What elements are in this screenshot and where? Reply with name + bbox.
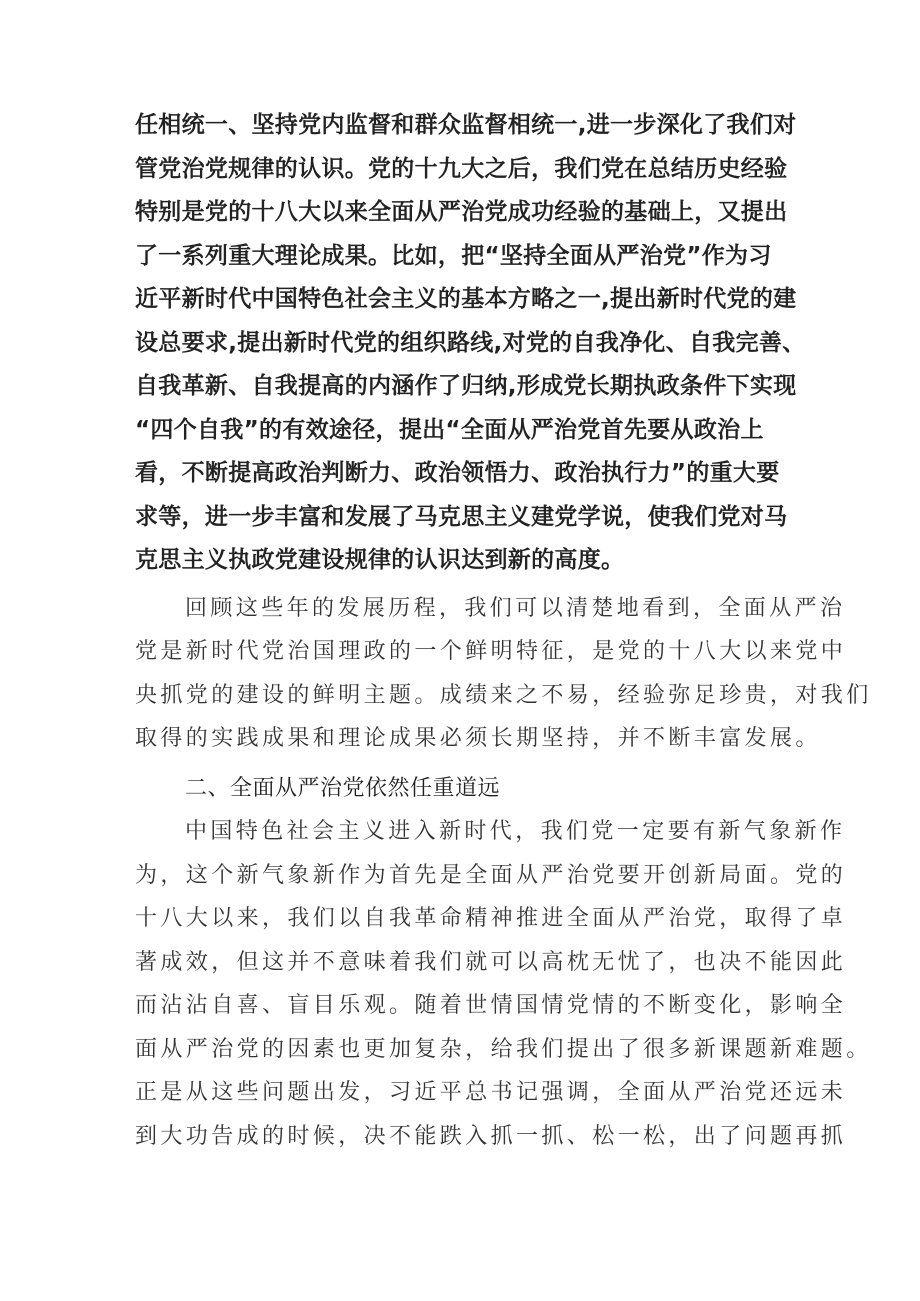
- paragraph-continued: [135, 104, 806, 583]
- section-heading: [135, 767, 790, 811]
- text-line: 著成效，但这并不意味着我们就可以高枕无忧了，也决不能因此: [135, 949, 847, 975]
- text-line: 央抓党的建设的鲜明主题。成绩来之不易，经验弥足珍贵，对我们: [135, 682, 872, 708]
- text-line: 近平新时代中国特色社会主义的基本方略之一,提出新时代党的建: [135, 286, 797, 312]
- text-line: 到大功告成的时候，决不能跌入抓一抓、松一松，出了问题再抓: [135, 1123, 847, 1149]
- text-line: 正是从这些问题出发，习近平总书记强调，全面从严治党还远未: [135, 1080, 847, 1105]
- text-line: 了一系列重大理论成果。比如，把“坚持全面从严治党”作为习: [135, 242, 772, 269]
- text-line: 管党治党规律的认识。党的十九大之后，我们党在总结历史经验: [135, 155, 788, 182]
- text-line: 任相统一、坚持党内监督和群众监督相统一,进一步深化了我们对: [135, 112, 797, 138]
- text-line: 求等，进一步丰富和发展了马克思主义建党学说，使我们党对马: [135, 503, 788, 530]
- section-heading-text: 二、全面从严治党依然任重道远: [185, 775, 501, 801]
- text-line: 设总要求,提出新时代党的组织路线,对党的自我净化、自我完善、: [135, 329, 806, 356]
- text-line: 克思主义执政党建设规律的认识达到新的高度。: [135, 547, 625, 573]
- text-line: 取得的实践成果和理论成果必须长期坚持，并不断丰富发展。: [135, 726, 821, 751]
- text-line: “四个自我”的有效途径，提出“全面从严治党首先要从政治上: [135, 416, 764, 443]
- text-line: 特别是党的十八大以来全面从严治党成功经验的基础上，又提出: [135, 199, 788, 225]
- text-line: 党是新时代党治国理政的一个鲜明特征，是党的十八大以来党中: [135, 639, 847, 664]
- paragraph-review: [135, 587, 872, 761]
- text-line: 十八大以来，我们以自我革命精神推进全面从严治党，取得了卓: [135, 906, 847, 931]
- paragraph-section2: [135, 810, 872, 1158]
- text-line: 看，不断提高政治判断力、政治领悟力、政治执行力”的重大要: [135, 460, 780, 486]
- text-line: 回顾这些年的发展历程，我们可以清楚地看到，全面从严治: [185, 595, 846, 621]
- text-line: 自我革新、自我提高的内涵作了归纳,形成党长期执政条件下实现: [135, 373, 797, 399]
- text-line: 面从严治党的因素也更加复杂，给我们提出了很多新课题新难题。: [135, 1036, 872, 1062]
- text-line: 为，这个新气象新作为首先是全面从严治党要开创新局面。党的: [135, 862, 847, 888]
- document-body: [135, 104, 872, 1158]
- text-line: 中国特色社会主义进入新时代，我们党一定要有新气象新作: [185, 819, 846, 844]
- text-line: 而沾沾自喜、盲目乐观。随着世情国情党情的不断变化，影响全: [135, 993, 847, 1018]
